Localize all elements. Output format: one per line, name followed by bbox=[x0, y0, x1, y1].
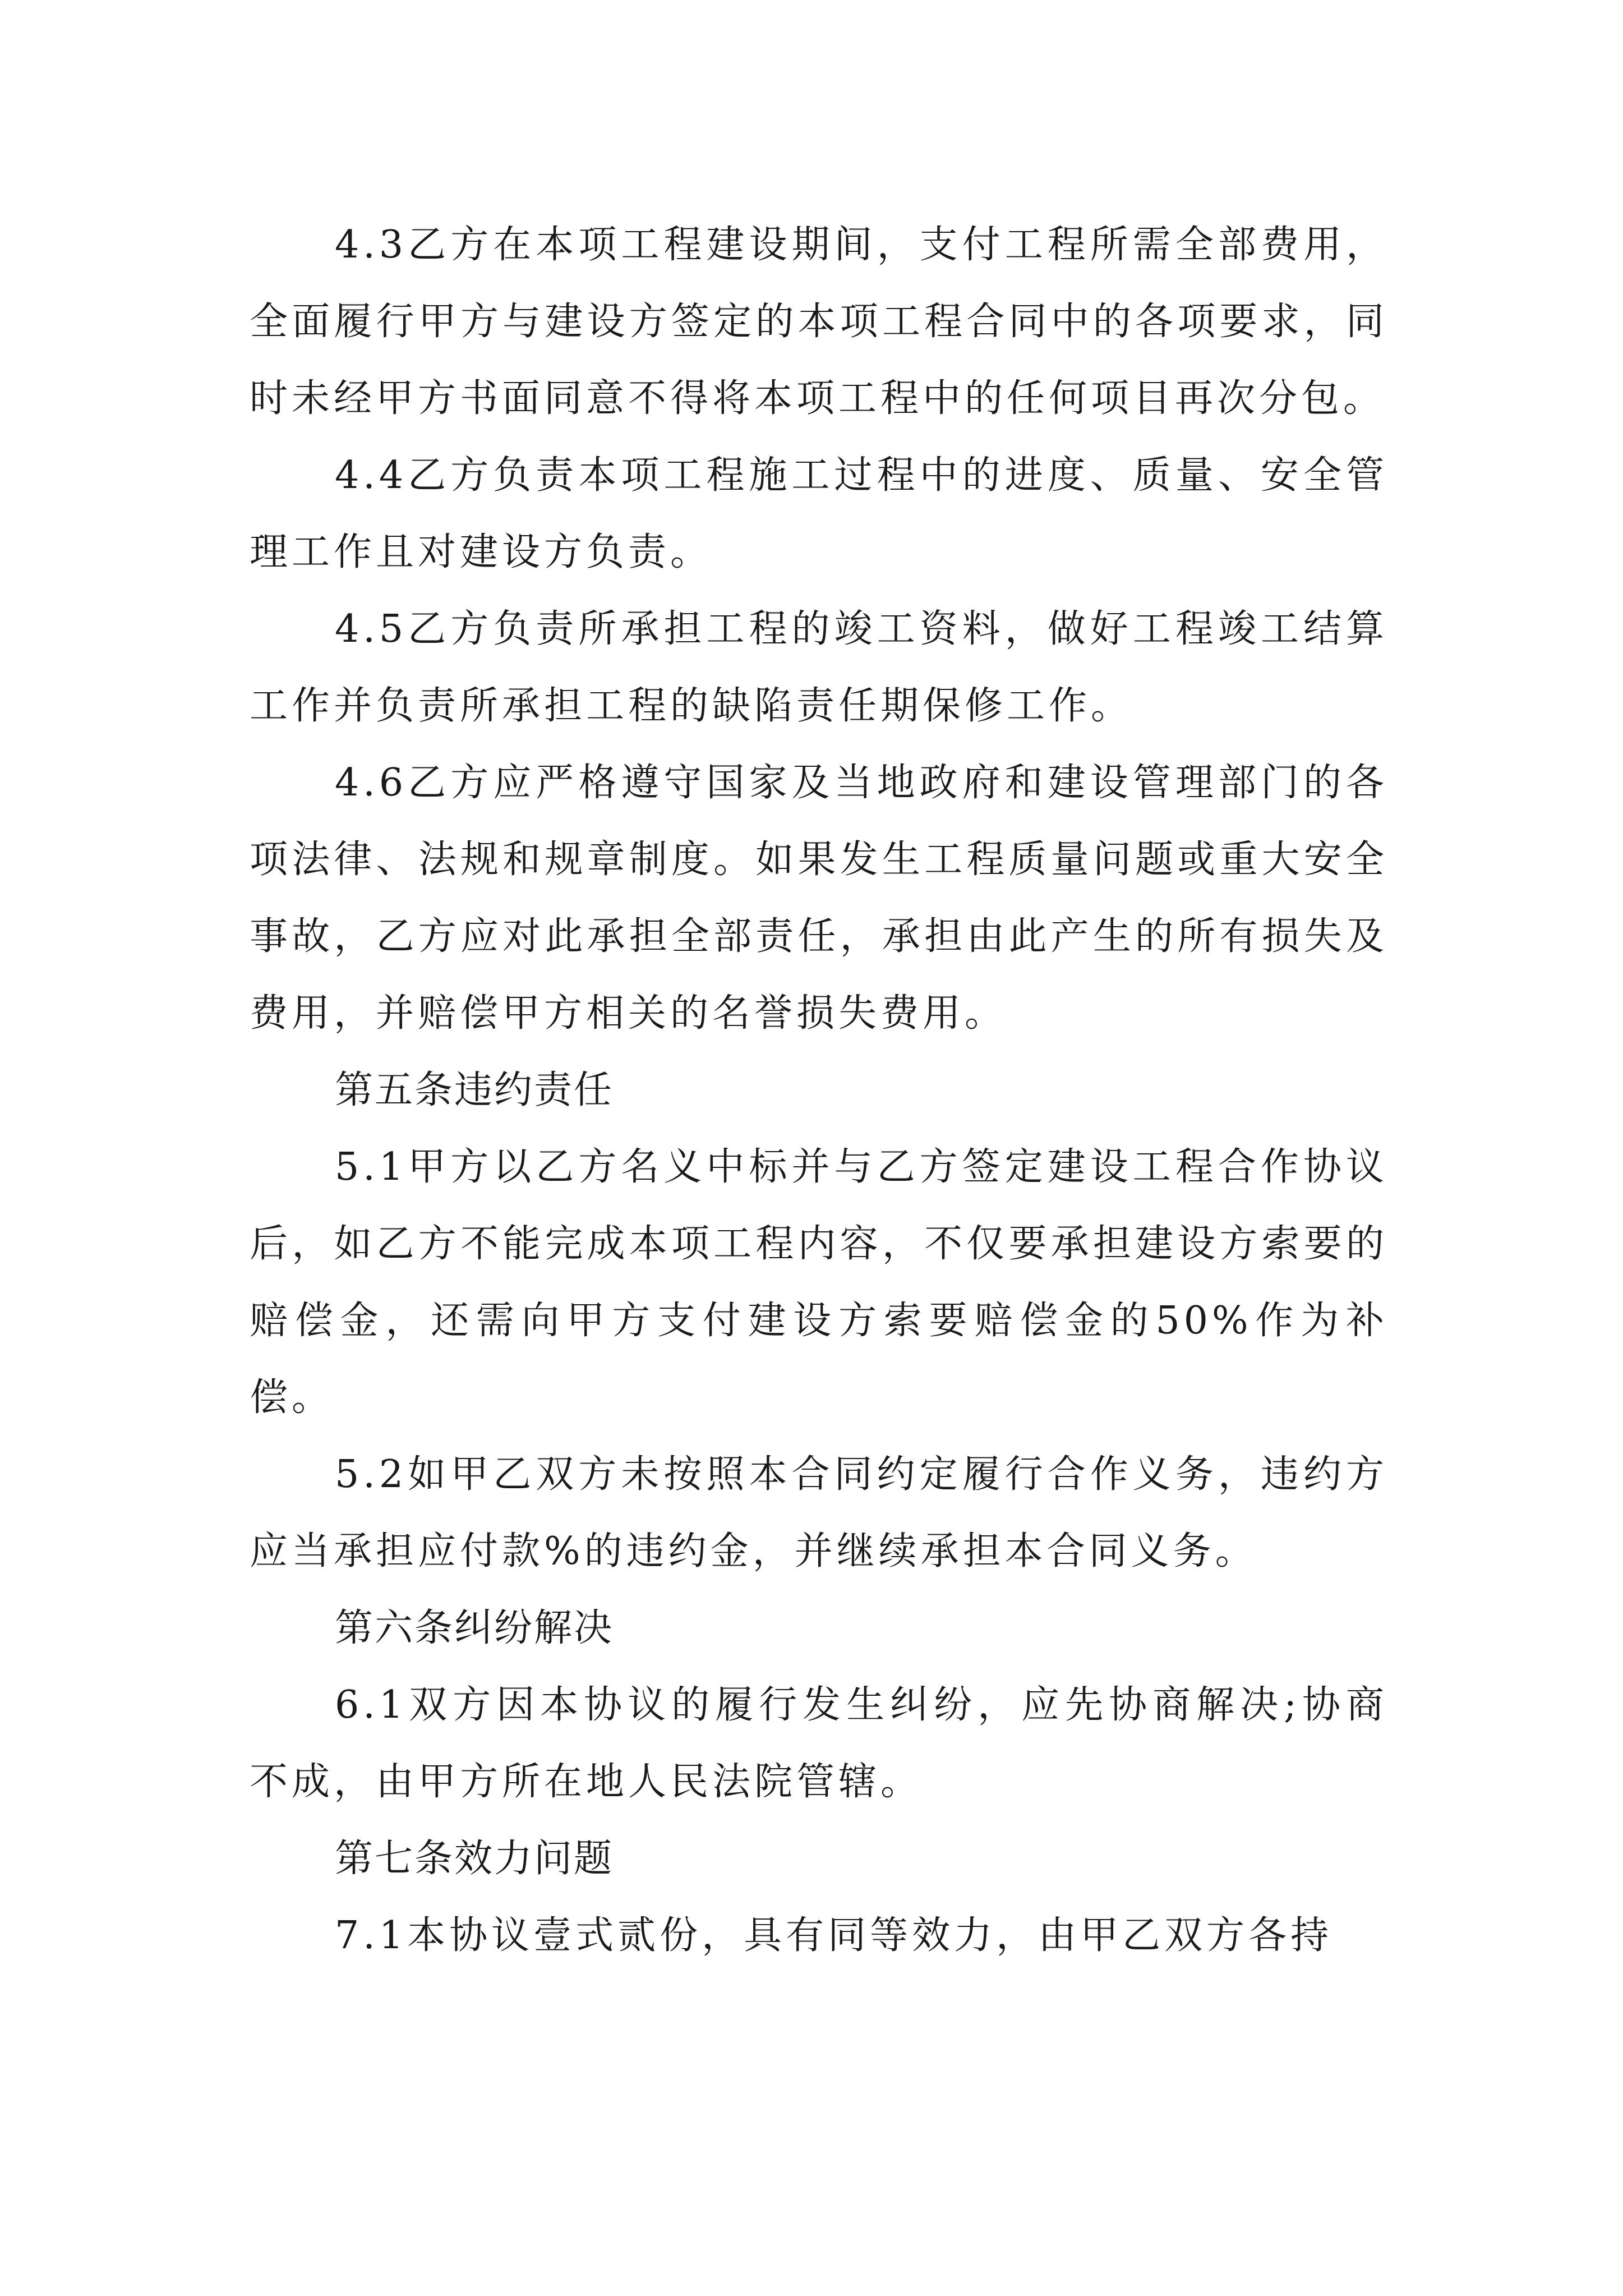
document-body bbox=[250, 206, 1388, 1974]
clause-5-2: 5.2如甲乙双方未按照本合同约定履行合作义务，违约方应当承担应付款%的违约金，并继续承担本合同义务。 bbox=[250, 1452, 1388, 1573]
clause-7-1: 7.1本协议壹式贰份，具有同等效力，由甲乙双方各持 bbox=[335, 1913, 1333, 1958]
clause-5-1: 5.1甲方以乙方名义中标并与乙方签定建设工程合作协议后，如乙方不能完成本项工程内容，不仅要承担建设方索要的赔偿金，还需向甲方支付建设方索要赔偿金的50%作为补偿。 bbox=[250, 1145, 1388, 1420]
article-6-heading: 第六条纠纷解决 bbox=[335, 1606, 614, 1650]
clause-6-1: 6.1双方因本协议的履行发生纠纷，应先协商解决;协商不成，由甲方所在地人民法院管辖。 bbox=[250, 1683, 1388, 1804]
clause-4-3: 4.3乙方在本项工程建设期间，支付工程所需全部费用，全面履行甲方与建设方签定的本项工程合同中的各项要求，同时未经甲方书面同意不得将本项工程中的任何项目再次分包。 bbox=[250, 223, 1388, 421]
article-7-heading: 第七条效力问题 bbox=[335, 1837, 614, 1881]
clause-4-6: 4.6乙方应严格遵守国家及当地政府和建设管理部门的各项法律、法规和规章制度。如果发生工程质量问题或重大安全事故，乙方应对此承担全部责任，承担由此产生的所有损失及费用，并赔偿甲方相关的名誉损失费用。 bbox=[250, 761, 1388, 1036]
article-5-heading: 第五条违约责任 bbox=[335, 1068, 614, 1112]
clause-4-5: 4.5乙方负责所承担工程的竣工资料，做好工程竣工结算工作并负责所承担工程的缺陷责任期保修工作。 bbox=[250, 607, 1388, 728]
clause-4-4: 4.4乙方负责本项工程施工过程中的进度、质量、安全管理工作且对建设方负责。 bbox=[250, 453, 1388, 574]
